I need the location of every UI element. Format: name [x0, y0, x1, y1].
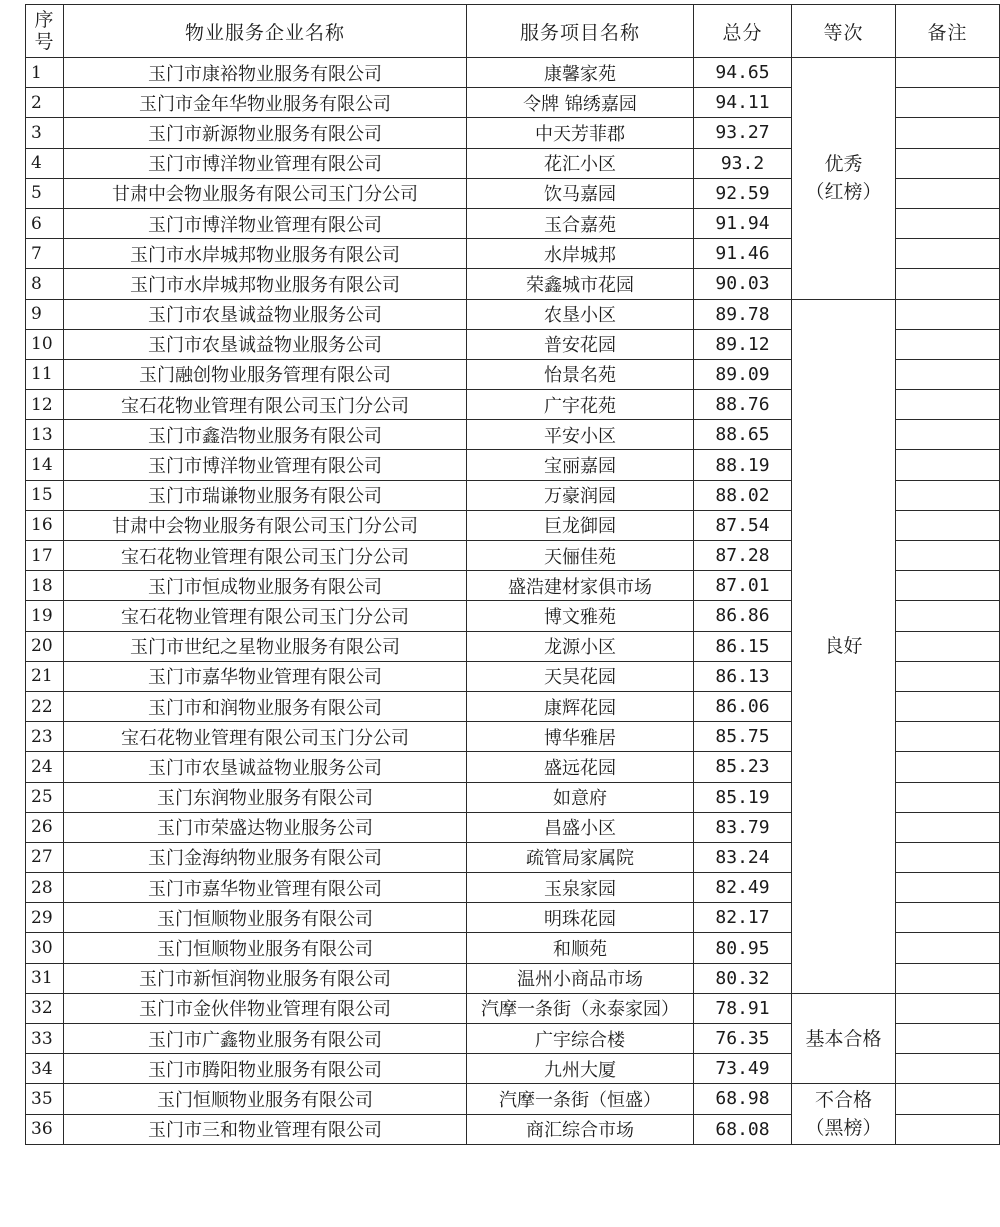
row-note: [896, 541, 1000, 571]
row-company-name: 玉门市广鑫物业服务有限公司: [64, 1024, 467, 1054]
row-project-name: 玉合嘉苑: [467, 208, 694, 238]
row-company-name: 玉门市鑫浩物业服务有限公司: [64, 420, 467, 450]
row-note: [896, 691, 1000, 721]
row-project-name: 博华雅居: [467, 722, 694, 752]
row-total-score: 80.95: [694, 933, 792, 963]
row-project-name: 怡景名苑: [467, 359, 694, 389]
table-body: [26, 58, 1000, 1145]
row-total-score: 85.75: [694, 722, 792, 752]
row-total-score: 76.35: [694, 1024, 792, 1054]
row-serial-no: 15: [26, 480, 64, 510]
row-project-name: 广宇花苑: [467, 390, 694, 420]
row-note: [896, 148, 1000, 178]
row-note: [896, 1084, 1000, 1114]
row-project-name: 汽摩一条街（永泰家园）: [467, 993, 694, 1023]
row-project-name: 荣鑫城市花园: [467, 269, 694, 299]
row-total-score: 91.46: [694, 239, 792, 269]
row-serial-no: 1: [26, 58, 64, 88]
row-project-name: 万豪润园: [467, 480, 694, 510]
row-serial-no: 28: [26, 873, 64, 903]
row-company-name: 甘肃中会物业服务有限公司玉门分公司: [64, 178, 467, 208]
grade-cell-fail: [792, 1084, 896, 1144]
row-serial-no: 35: [26, 1084, 64, 1114]
row-total-score: 92.59: [694, 178, 792, 208]
row-serial-no: 10: [26, 329, 64, 359]
row-total-score: 68.98: [694, 1084, 792, 1114]
row-company-name: 玉门恒顺物业服务有限公司: [64, 903, 467, 933]
row-company-name: 玉门市腾阳物业服务有限公司: [64, 1054, 467, 1084]
row-serial-no: 18: [26, 571, 64, 601]
row-total-score: 78.91: [694, 993, 792, 1023]
row-note: [896, 601, 1000, 631]
row-note: [896, 88, 1000, 118]
row-total-score: 93.27: [694, 118, 792, 148]
row-serial-no: 32: [26, 993, 64, 1023]
row-serial-no: 22: [26, 691, 64, 721]
row-project-name: 温州小商品市场: [467, 963, 694, 993]
row-note: [896, 118, 1000, 148]
row-serial-no: 14: [26, 450, 64, 480]
row-company-name: 玉门恒顺物业服务有限公司: [64, 1084, 467, 1114]
row-serial-no: 36: [26, 1114, 64, 1144]
row-total-score: 80.32: [694, 963, 792, 993]
row-company-name: 玉门市金伙伴物业管理有限公司: [64, 993, 467, 1023]
row-project-name: 博文雅苑: [467, 601, 694, 631]
row-company-name: 玉门融创物业服务管理有限公司: [64, 359, 467, 389]
row-company-name: 玉门市农垦诚益物业服务公司: [64, 752, 467, 782]
row-project-name: 天昊花园: [467, 661, 694, 691]
row-serial-no: 6: [26, 208, 64, 238]
row-total-score: 85.23: [694, 752, 792, 782]
row-total-score: 89.09: [694, 359, 792, 389]
header-total-score: 总分: [694, 5, 792, 58]
row-project-name: 广宇综合楼: [467, 1024, 694, 1054]
grade-list-label: （黑榜）: [805, 1117, 882, 1140]
row-serial-no: 8: [26, 269, 64, 299]
row-total-score: 85.19: [694, 782, 792, 812]
row-total-score: 94.11: [694, 88, 792, 118]
row-note: [896, 631, 1000, 661]
row-serial-no: 27: [26, 842, 64, 872]
row-project-name: 康馨家苑: [467, 58, 694, 88]
row-note: [896, 782, 1000, 812]
row-serial-no: 23: [26, 722, 64, 752]
row-company-name: 玉门东润物业服务有限公司: [64, 782, 467, 812]
row-note: [896, 390, 1000, 420]
header-serial-no: 序号: [26, 5, 64, 58]
row-company-name: 玉门市博洋物业管理有限公司: [64, 208, 467, 238]
row-company-name: 甘肃中会物业服务有限公司玉门分公司: [64, 510, 467, 540]
row-project-name: 康辉花园: [467, 691, 694, 721]
row-project-name: 天俪佳苑: [467, 541, 694, 571]
row-company-name: 玉门市和润物业服务有限公司: [64, 691, 467, 721]
row-project-name: 玉泉家园: [467, 873, 694, 903]
grade-cell-good: [792, 299, 896, 993]
row-company-name: 玉门金海纳物业服务有限公司: [64, 842, 467, 872]
grade-list-label: （红榜）: [805, 181, 882, 204]
row-note: [896, 359, 1000, 389]
row-project-name: 商汇综合市场: [467, 1114, 694, 1144]
row-project-name: 巨龙御园: [467, 510, 694, 540]
row-company-name: 玉门市新恒润物业服务有限公司: [64, 963, 467, 993]
grade-label: 优秀: [824, 153, 863, 176]
row-total-score: 88.65: [694, 420, 792, 450]
table-row: [26, 58, 1000, 88]
row-project-name: 宝丽嘉园: [467, 450, 694, 480]
row-company-name: 玉门市三和物业管理有限公司: [64, 1114, 467, 1144]
row-project-name: 令牌 锦绣嘉园: [467, 88, 694, 118]
table-row: [26, 299, 1000, 329]
row-note: [896, 933, 1000, 963]
row-total-score: 73.49: [694, 1054, 792, 1084]
row-total-score: 83.24: [694, 842, 792, 872]
row-company-name: 玉门市嘉华物业管理有限公司: [64, 661, 467, 691]
row-note: [896, 480, 1000, 510]
row-note: [896, 450, 1000, 480]
row-note: [896, 510, 1000, 540]
header-company-name: 物业服务企业名称: [64, 5, 467, 58]
row-company-name: 宝石花物业管理有限公司玉门分公司: [64, 541, 467, 571]
header-note: 备注: [896, 5, 1000, 58]
header-project-name: 服务项目名称: [467, 5, 694, 58]
row-company-name: 玉门市世纪之星物业服务有限公司: [64, 631, 467, 661]
row-serial-no: 2: [26, 88, 64, 118]
row-project-name: 平安小区: [467, 420, 694, 450]
row-note: [896, 269, 1000, 299]
row-note: [896, 1114, 1000, 1144]
row-total-score: 86.06: [694, 691, 792, 721]
grade-label: 基本合格: [805, 1027, 882, 1050]
row-total-score: 68.08: [694, 1114, 792, 1144]
row-project-name: 龙源小区: [467, 631, 694, 661]
row-project-name: 盛远花园: [467, 752, 694, 782]
row-serial-no: 30: [26, 933, 64, 963]
row-serial-no: 16: [26, 510, 64, 540]
row-serial-no: 9: [26, 299, 64, 329]
row-note: [896, 963, 1000, 993]
row-total-score: 82.17: [694, 903, 792, 933]
row-company-name: 玉门市金年华物业服务有限公司: [64, 88, 467, 118]
row-project-name: 中天芳菲郡: [467, 118, 694, 148]
header-grade: 等次: [792, 5, 896, 58]
row-note: [896, 178, 1000, 208]
row-project-name: 疏管局家属院: [467, 842, 694, 872]
row-project-name: 明珠花园: [467, 903, 694, 933]
row-serial-no: 7: [26, 239, 64, 269]
row-serial-no: 13: [26, 420, 64, 450]
row-serial-no: 31: [26, 963, 64, 993]
row-total-score: 94.65: [694, 58, 792, 88]
row-project-name: 和顺苑: [467, 933, 694, 963]
row-project-name: 花汇小区: [467, 148, 694, 178]
row-project-name: 昌盛小区: [467, 812, 694, 842]
row-note: [896, 1054, 1000, 1084]
grade-cell-pass: [792, 993, 896, 1084]
row-company-name: 玉门市恒成物业服务有限公司: [64, 571, 467, 601]
row-serial-no: 17: [26, 541, 64, 571]
grade-cell-excellent: [792, 58, 896, 300]
row-company-name: 玉门市水岸城邦物业服务有限公司: [64, 269, 467, 299]
row-serial-no: 11: [26, 359, 64, 389]
row-note: [896, 58, 1000, 88]
row-total-score: 88.02: [694, 480, 792, 510]
row-note: [896, 571, 1000, 601]
row-note: [896, 299, 1000, 329]
row-project-name: 农垦小区: [467, 299, 694, 329]
row-note: [896, 1024, 1000, 1054]
row-company-name: 玉门市水岸城邦物业服务有限公司: [64, 239, 467, 269]
row-note: [896, 993, 1000, 1023]
row-total-score: 87.54: [694, 510, 792, 540]
row-note: [896, 661, 1000, 691]
row-total-score: 86.13: [694, 661, 792, 691]
row-serial-no: 21: [26, 661, 64, 691]
row-total-score: 88.76: [694, 390, 792, 420]
row-company-name: 玉门市农垦诚益物业服务公司: [64, 329, 467, 359]
row-total-score: 82.49: [694, 873, 792, 903]
row-company-name: 玉门市博洋物业管理有限公司: [64, 148, 467, 178]
row-company-name: 玉门市荣盛达物业服务公司: [64, 812, 467, 842]
row-serial-no: 24: [26, 752, 64, 782]
row-company-name: 玉门市康裕物业服务有限公司: [64, 58, 467, 88]
row-note: [896, 752, 1000, 782]
row-note: [896, 208, 1000, 238]
row-total-score: 91.94: [694, 208, 792, 238]
row-serial-no: 26: [26, 812, 64, 842]
row-total-score: 86.86: [694, 601, 792, 631]
row-total-score: 90.03: [694, 269, 792, 299]
row-project-name: 普安花园: [467, 329, 694, 359]
ranking-sheet: [25, 4, 973, 1145]
grade-label: 良好: [824, 635, 863, 658]
table-row: [26, 1084, 1000, 1114]
row-serial-no: 20: [26, 631, 64, 661]
row-total-score: 86.15: [694, 631, 792, 661]
row-serial-no: 34: [26, 1054, 64, 1084]
property-service-ranking-table: [25, 4, 1000, 1145]
row-total-score: 87.28: [694, 541, 792, 571]
row-company-name: 宝石花物业管理有限公司玉门分公司: [64, 601, 467, 631]
row-serial-no: 33: [26, 1024, 64, 1054]
row-company-name: 宝石花物业管理有限公司玉门分公司: [64, 390, 467, 420]
row-company-name: 玉门恒顺物业服务有限公司: [64, 933, 467, 963]
row-project-name: 饮马嘉园: [467, 178, 694, 208]
row-company-name: 宝石花物业管理有限公司玉门分公司: [64, 722, 467, 752]
row-company-name: 玉门市新源物业服务有限公司: [64, 118, 467, 148]
table-row: [26, 993, 1000, 1023]
row-project-name: 汽摩一条街（恒盛）: [467, 1084, 694, 1114]
row-project-name: 如意府: [467, 782, 694, 812]
row-project-name: 水岸城邦: [467, 239, 694, 269]
row-total-score: 89.12: [694, 329, 792, 359]
grade-label: 不合格: [814, 1089, 872, 1112]
row-serial-no: 19: [26, 601, 64, 631]
row-total-score: 88.19: [694, 450, 792, 480]
row-note: [896, 842, 1000, 872]
row-company-name: 玉门市博洋物业管理有限公司: [64, 450, 467, 480]
row-note: [896, 420, 1000, 450]
row-total-score: 89.78: [694, 299, 792, 329]
row-project-name: 盛浩建材家俱市场: [467, 571, 694, 601]
row-note: [896, 329, 1000, 359]
row-note: [896, 239, 1000, 269]
row-serial-no: 12: [26, 390, 64, 420]
row-note: [896, 873, 1000, 903]
row-company-name: 玉门市嘉华物业管理有限公司: [64, 873, 467, 903]
row-serial-no: 3: [26, 118, 64, 148]
row-serial-no: 25: [26, 782, 64, 812]
row-total-score: 93.2: [694, 148, 792, 178]
row-serial-no: 29: [26, 903, 64, 933]
row-company-name: 玉门市瑞谦物业服务有限公司: [64, 480, 467, 510]
row-company-name: 玉门市农垦诚益物业服务公司: [64, 299, 467, 329]
table-header-row: [26, 5, 1000, 58]
row-note: [896, 903, 1000, 933]
row-serial-no: 5: [26, 178, 64, 208]
row-note: [896, 722, 1000, 752]
row-total-score: 87.01: [694, 571, 792, 601]
row-total-score: 83.79: [694, 812, 792, 842]
row-serial-no: 4: [26, 148, 64, 178]
row-note: [896, 812, 1000, 842]
row-project-name: 九州大厦: [467, 1054, 694, 1084]
